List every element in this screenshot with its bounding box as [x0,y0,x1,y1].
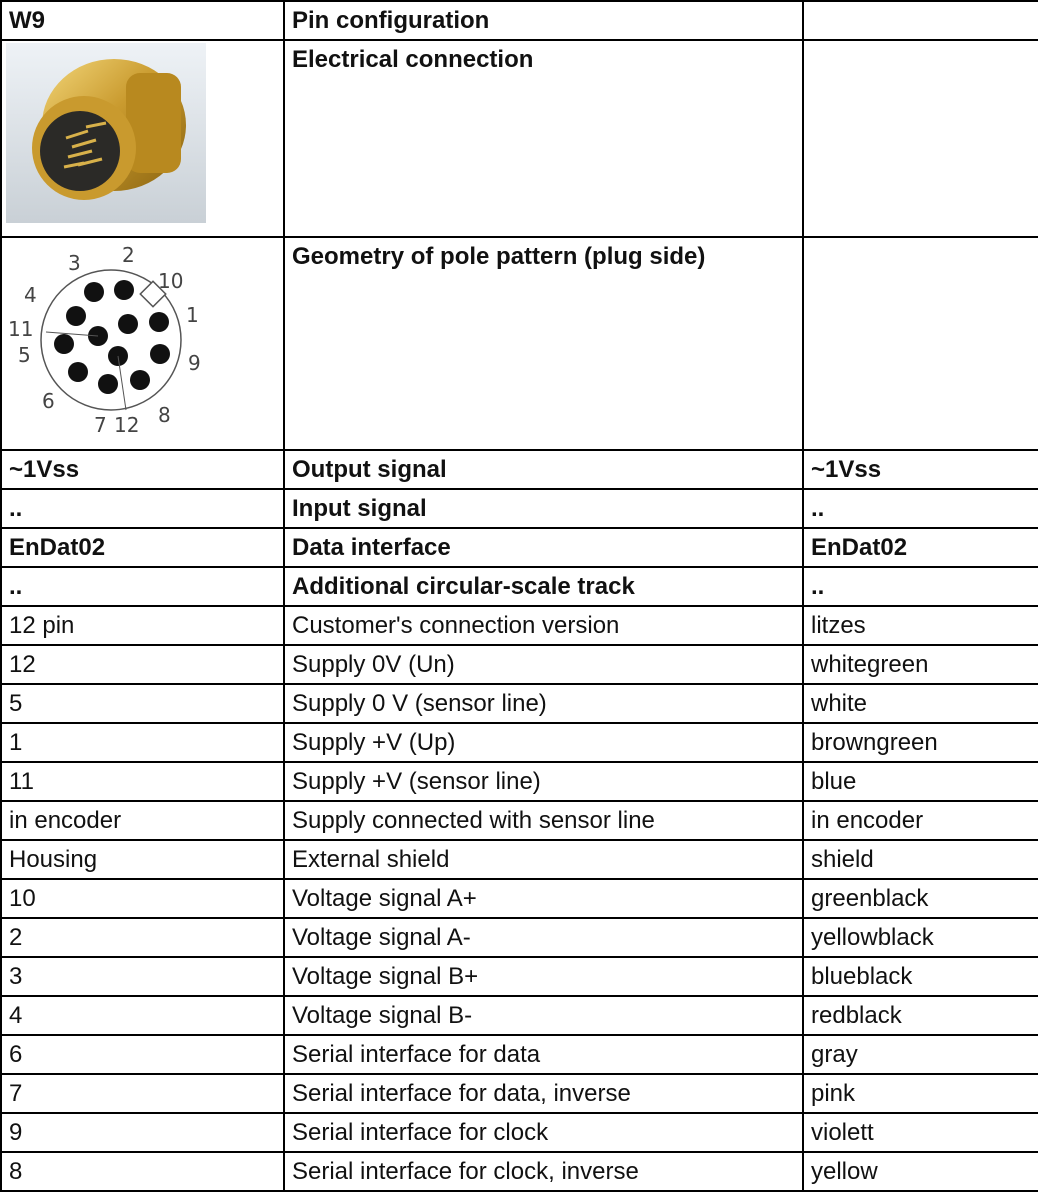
pin-color-cell: blueblack [803,957,1038,996]
pin-function-cell: Supply connected with sensor line [284,801,803,840]
pin-color-cell: yellowblack [803,918,1038,957]
geometry-label-cell: Geometry of pole pattern (plug side) [284,237,803,450]
pin-number-cell: in encoder [1,801,284,840]
property-left-cell: EnDat02 [1,528,284,567]
pin-color-cell: shield [803,840,1038,879]
pin-number-cell: 12 [1,645,284,684]
pin-row [1,879,1038,918]
pin-row [1,1113,1038,1152]
pin-color-cell: browngreen [803,723,1038,762]
svg-text:3: 3 [68,251,81,275]
connector-label-cell: Electrical connection [284,40,803,237]
svg-text:10: 10 [158,269,184,293]
property-label-cell: Data interface [284,528,803,567]
pin-row [1,606,1038,645]
property-right-cell: .. [803,489,1038,528]
pin-row [1,957,1038,996]
property-row [1,489,1038,528]
svg-text:12: 12 [114,413,140,436]
pin-number-cell: 6 [1,1035,284,1074]
svg-text:1: 1 [186,303,199,327]
header-row [1,1,1038,40]
title-cell: Pin configuration [284,1,803,40]
property-right-cell: ~1Vss [803,450,1038,489]
pin-color-cell: yellow [803,1152,1038,1191]
pin-row [1,684,1038,723]
pin-number-cell: 10 [1,879,284,918]
property-left-cell: ~1Vss [1,450,284,489]
connector-extra-cell [803,40,1038,237]
svg-text:7: 7 [94,413,107,436]
pin-color-cell: redblack [803,996,1038,1035]
pin-number-cell: 8 [1,1152,284,1191]
header-extra-cell [803,1,1038,40]
geometry-row [1,237,1038,450]
property-label-cell: Input signal [284,489,803,528]
pin-number-cell: 1 [1,723,284,762]
property-label-cell: Additional circular-scale track [284,567,803,606]
pin-color-cell: litzes [803,606,1038,645]
geometry-image-cell [1,237,284,450]
svg-text:8: 8 [158,403,171,427]
pin-function-cell: External shield [284,840,803,879]
pin-row [1,801,1038,840]
pin-number-cell: 7 [1,1074,284,1113]
pin-function-cell: Serial interface for clock [284,1113,803,1152]
pin-color-cell: gray [803,1035,1038,1074]
pin-function-cell: Serial interface for data [284,1035,803,1074]
model-cell: W9 [1,1,284,40]
pin-number-cell: 5 [1,684,284,723]
property-row [1,567,1038,606]
svg-text:4: 4 [24,283,37,307]
pin-number-cell: 2 [1,918,284,957]
svg-text:11: 11 [8,317,34,341]
svg-text:9: 9 [188,351,201,375]
property-row [1,450,1038,489]
pin-color-cell: whitegreen [803,645,1038,684]
svg-text:2: 2 [122,243,135,267]
geometry-extra-cell [803,237,1038,450]
pin-row [1,723,1038,762]
property-right-cell: .. [803,567,1038,606]
pin-function-cell: Serial interface for data, inverse [284,1074,803,1113]
pin-function-cell: Customer's connection version [284,606,803,645]
pin-function-cell: Voltage signal A+ [284,879,803,918]
property-right-cell: EnDat02 [803,528,1038,567]
pin-number-cell: 9 [1,1113,284,1152]
pin-function-cell: Supply +V (sensor line) [284,762,803,801]
pin-color-cell: violett [803,1113,1038,1152]
pin-number-cell: 11 [1,762,284,801]
pin-row [1,1074,1038,1113]
connector-row [1,40,1038,237]
property-left-cell: .. [1,567,284,606]
pin-row [1,645,1038,684]
property-label-cell: Output signal [284,450,803,489]
pin-row [1,840,1038,879]
pin-number-cell: Housing [1,840,284,879]
pin-function-cell: Supply 0 V (sensor line) [284,684,803,723]
pin-row [1,762,1038,801]
circular-connector-photo-icon [6,43,206,223]
svg-text:5: 5 [18,343,31,367]
pin-function-cell: Voltage signal B+ [284,957,803,996]
pin-function-cell: Voltage signal A- [284,918,803,957]
property-row [1,528,1038,567]
pin-function-cell: Supply 0V (Un) [284,645,803,684]
pin-color-cell: blue [803,762,1038,801]
pin-color-cell: white [803,684,1038,723]
pin-number-cell: 4 [1,996,284,1035]
property-left-cell: .. [1,489,284,528]
connector-image-cell [1,40,284,237]
pin-row [1,1035,1038,1074]
pin-row [1,918,1038,957]
pin-number-cell: 3 [1,957,284,996]
pin-color-cell: in encoder [803,801,1038,840]
pin-function-cell: Supply +V (Up) [284,723,803,762]
pin-number-cell: 12 pin [1,606,284,645]
pole-pattern-diagram-icon [6,240,216,436]
pin-color-cell: greenblack [803,879,1038,918]
pin-row [1,1152,1038,1191]
pin-function-cell: Serial interface for clock, inverse [284,1152,803,1191]
svg-text:6: 6 [42,389,55,413]
pin-function-cell: Voltage signal B- [284,996,803,1035]
pin-row [1,996,1038,1035]
pin-color-cell: pink [803,1074,1038,1113]
